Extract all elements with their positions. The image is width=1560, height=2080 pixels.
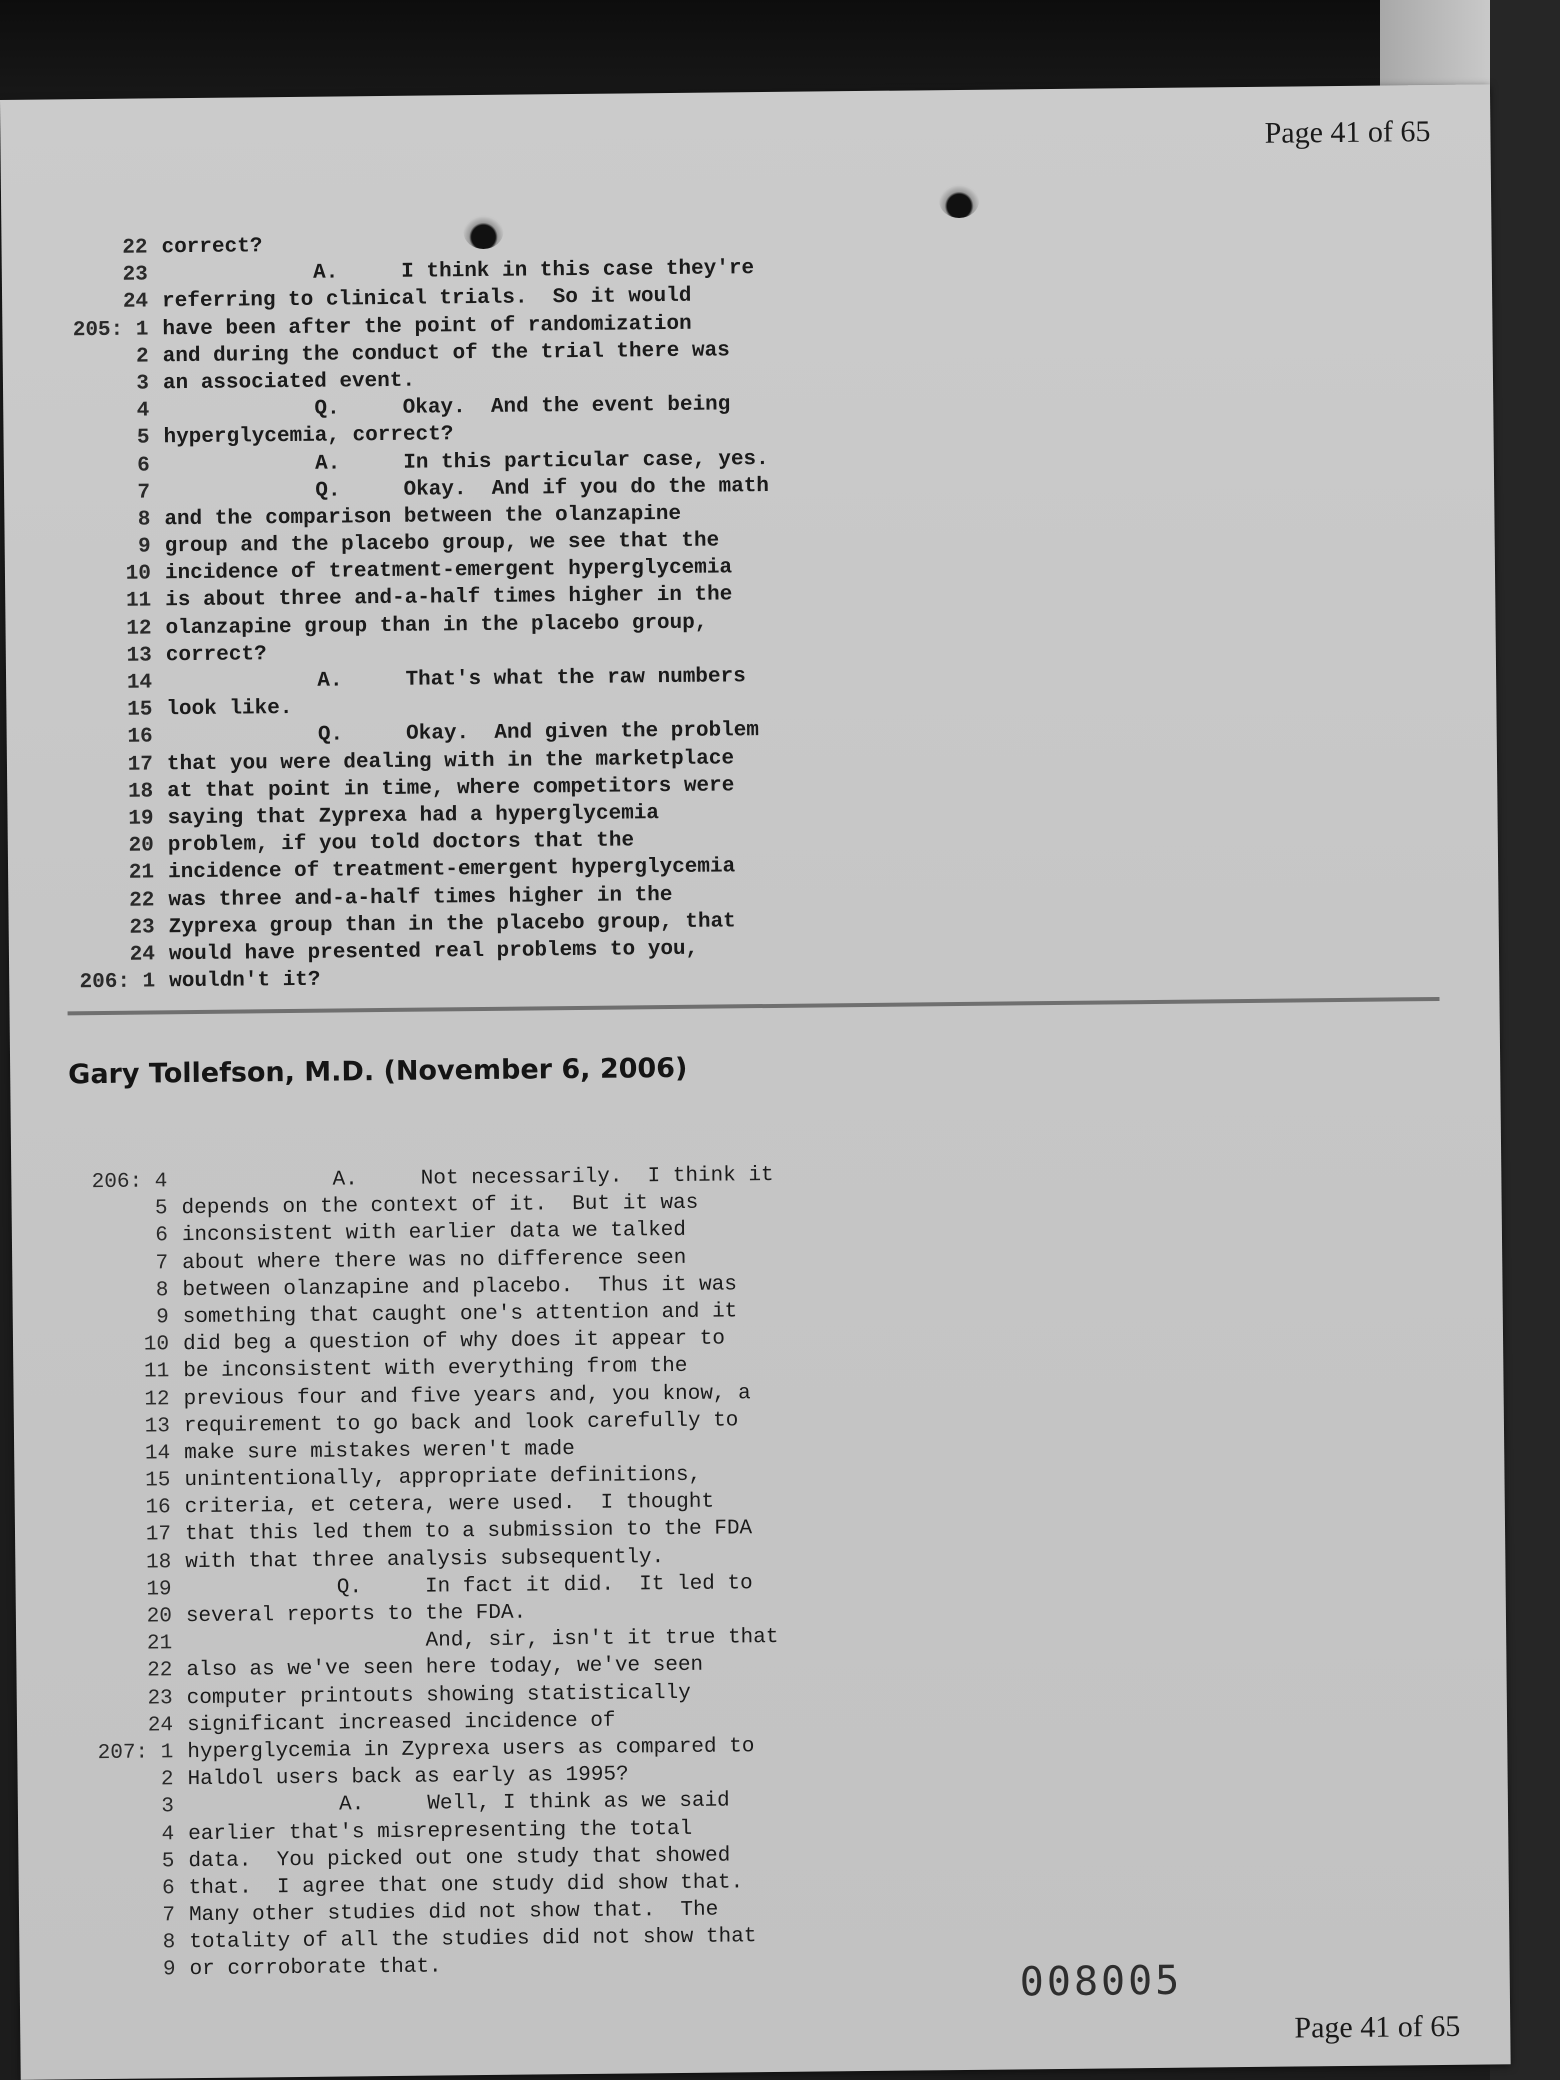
line-number: 24 [122, 290, 149, 315]
line-text: A. In this particular case, yes. [163, 447, 769, 477]
line-number: 12 [126, 617, 152, 641]
line-text: with that three analysis subsequently. [185, 1545, 665, 1574]
line-text: saying that Zyprexa had a hyperglycemia [167, 802, 660, 831]
page-number-top: Page 41 of 65 [1264, 115, 1431, 150]
line-number: 3 [161, 1795, 175, 1819]
line-text: did beg a question of why does it appear to [182, 1327, 726, 1357]
line-number: 9 [156, 1306, 169, 1330]
line-text: A. Well, I think as we said [187, 1789, 730, 1819]
line-number: 14 [144, 1442, 171, 1466]
line-number: 17 [145, 1523, 172, 1547]
line-number: 6 [162, 1877, 175, 1901]
line-number: 16 [127, 725, 153, 750]
line-number: 10 [143, 1333, 170, 1357]
line-number: 23 [122, 263, 148, 287]
line-text: previous four and five years and, you know, a [183, 1381, 751, 1411]
line-text: and the comparison between the olanzapine [164, 502, 682, 532]
line-text: Q. In fact it did. It led to [185, 1572, 753, 1601]
line-text: unintentionally, appropriate definitions, [184, 1463, 702, 1493]
line-text: olanzapine group than in the placebo group, [165, 611, 708, 640]
line-text: and during the conduct of the trial there was [162, 339, 730, 369]
line-number: 13 [126, 644, 152, 668]
line-text: make sure mistakes weren't made [184, 1437, 575, 1466]
line-text: that. I agree that one study did show that. [188, 1871, 744, 1900]
line-number: 22 [122, 236, 148, 260]
line-number: 11 [125, 589, 152, 614]
line-text: look like. [166, 697, 293, 722]
line-number: 8 [155, 1279, 169, 1303]
line-text: incidence of treatment-emergent hyperglycemia [167, 855, 736, 885]
line-text: correct? [161, 235, 263, 260]
line-text: wouldn't it? [169, 968, 321, 994]
transcript-section-one [29, 228, 774, 997]
line-number: 5 [136, 426, 150, 450]
line-number: 10 [125, 562, 152, 586]
line-number: 4 [136, 399, 150, 423]
line-text: that this led them to a submission to the FDA [184, 1517, 753, 1547]
line-number: 12 [144, 1387, 170, 1412]
line-text: incidence of treatment-emergent hyperglycemia [164, 556, 733, 586]
line-number: 20 [128, 834, 154, 858]
line-number: 22 [129, 888, 155, 913]
line-number: 19 [146, 1578, 172, 1602]
line-text: requirement to go back and look carefully to [183, 1409, 739, 1438]
line-number: 21 [128, 861, 155, 886]
line-number: 23 [147, 1686, 173, 1711]
line-number: 21 [146, 1632, 173, 1656]
line-text: inconsistent with earlier data we talked [181, 1219, 687, 1248]
line-text: that you were dealing with in the marketplace [166, 746, 735, 776]
line-text: group and the placebo group, we see that the [164, 529, 720, 559]
line-text: hyperglycemia in Zyprexa users as compared to [187, 1735, 755, 1765]
line-text: totality of all the studies did not show that [189, 1925, 757, 1955]
line-number: 9 [162, 1958, 176, 1982]
line-number: 11 [143, 1360, 170, 1384]
witness-heading: Gary Tollefson, M.D. (November 6, 2006) [68, 1052, 688, 1091]
line-number: 14 [126, 671, 153, 695]
line-number: 24 [129, 943, 156, 967]
line-text: several reports to the FDA. [185, 1601, 527, 1629]
line-number: 15 [145, 1469, 171, 1493]
document-page [0, 84, 1511, 2079]
line-text: Q. Okay. And given the problem [166, 719, 760, 749]
line-text: data. You picked out one study that showed [188, 1844, 731, 1873]
line-number: 13 [144, 1414, 171, 1439]
line-text: depends on the context of it. But it was [181, 1191, 699, 1221]
line-text: computer printouts showing statistically [186, 1681, 691, 1710]
line-number: 2 [160, 1768, 174, 1792]
line-number: 207: 1 [97, 1741, 174, 1766]
line-number: 206: 1 [79, 970, 156, 995]
line-number: 2 [135, 345, 149, 369]
line-number: 206: 4 [91, 1170, 168, 1195]
line-text: Q. Okay. And the event being [163, 393, 731, 423]
line-number: 18 [127, 780, 154, 804]
line-number: 20 [146, 1605, 173, 1629]
line-number: 24 [147, 1714, 174, 1738]
line-text: significant increased incidence of [186, 1709, 616, 1737]
line-number: 4 [161, 1822, 175, 1846]
line-text: Many other studies did not show that. The [188, 1898, 719, 1928]
line-text: And, sir, isn't it true that [186, 1626, 779, 1656]
bates-number: 008005 [1019, 1957, 1183, 2006]
line-number: 205: 1 [72, 318, 149, 342]
line-text: problem, if you told doctors that the [167, 829, 635, 858]
line-number: 16 [145, 1496, 171, 1520]
line-text: was three and-a-half times higher in the [168, 883, 673, 912]
line-text: Zyprexa group than in the placebo group, that [168, 910, 736, 939]
line-text: is about three and-a-half times higher in the [165, 583, 733, 613]
line-number: 8 [137, 508, 151, 532]
line-text: would have presented real problems to you, [168, 937, 699, 967]
line-text: be inconsistent with everything from the [183, 1355, 688, 1384]
line-number: 6 [137, 453, 150, 478]
line-number: 6 [155, 1224, 169, 1248]
line-text: have been after the point of randomization [162, 312, 692, 341]
line-number: 19 [128, 807, 154, 831]
section-divider [68, 997, 1440, 1015]
line-text: between olanzapine and placebo. Thus it was [182, 1273, 738, 1302]
line-text: A. That's what the raw numbers [165, 665, 746, 695]
line-text: A. Not necessarily. I think it [181, 1163, 774, 1194]
line-text: hyperglycemia, correct? [163, 423, 454, 450]
line-number: 5 [154, 1197, 168, 1221]
line-number: 23 [129, 916, 155, 940]
line-number: 22 [147, 1659, 173, 1683]
line-text: at that point in time, where competitors were [167, 774, 735, 804]
line-text: also as we've seen here today, we've seen [186, 1654, 704, 1683]
line-text: criteria, et cetera, were used. I thought [184, 1490, 715, 1520]
line-text: about where there was no difference seen [182, 1246, 687, 1275]
line-number: 7 [162, 1904, 176, 1928]
transcript-section-two [49, 1162, 782, 1985]
line-text: Haldol users back as early as 1995? [187, 1763, 629, 1792]
line-number: 5 [161, 1849, 175, 1874]
line-number: 15 [127, 698, 153, 722]
line-text: correct? [165, 643, 267, 668]
line-number: 8 [162, 1931, 176, 1955]
line-number: 7 [155, 1251, 169, 1275]
line-text: earlier that's misrepresenting the total [188, 1817, 693, 1846]
page-number-bottom: Page 41 of 65 [1294, 2009, 1461, 2045]
line-number: 7 [137, 481, 151, 505]
line-text: or corroborate that. [189, 1955, 442, 1982]
line-number: 17 [127, 752, 154, 777]
line-text: an associated event. [162, 369, 416, 396]
line-number: 18 [145, 1550, 172, 1575]
line-text: something that caught one's attention and it [182, 1300, 738, 1330]
line-text: A. I think in this case they're [161, 257, 755, 287]
line-text: Q. Okay. And if you do the math [163, 474, 770, 504]
line-text: referring to clinical trials. So it would [162, 285, 692, 314]
line-number: 9 [137, 535, 151, 559]
punch-hole-right-icon [939, 184, 979, 218]
line-number: 3 [136, 372, 150, 396]
